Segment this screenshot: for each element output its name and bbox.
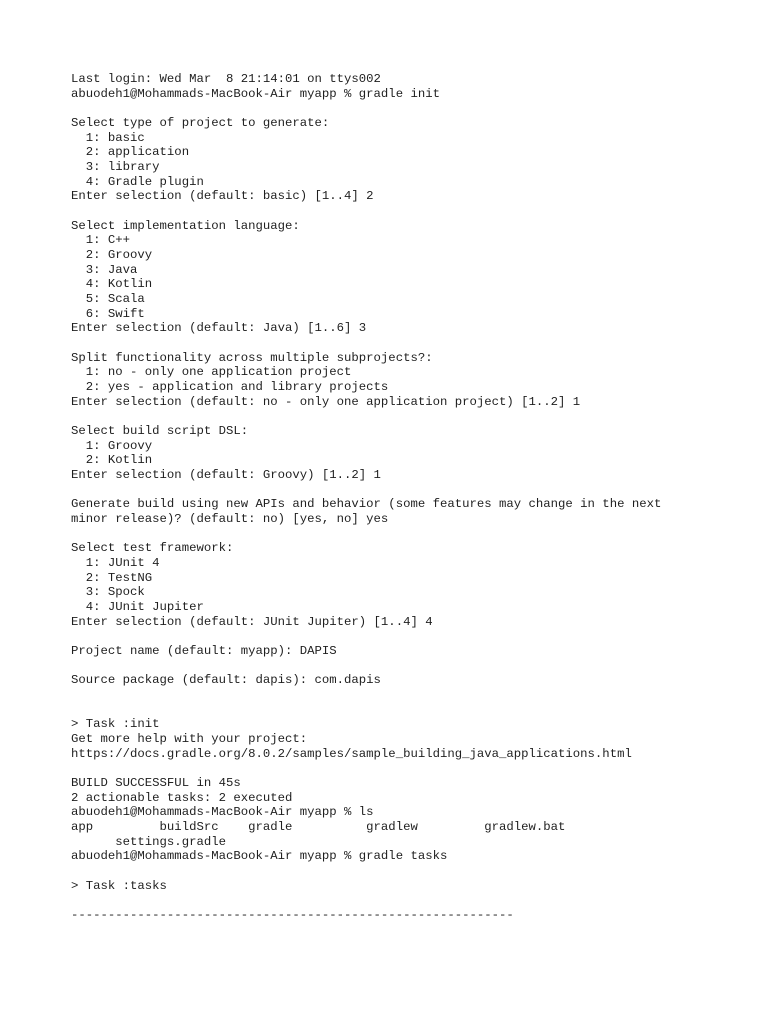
terminal-line: 4: JUnit Jupiter (71, 600, 204, 615)
terminal-line: Source package (default: dapis): com.dapis (71, 673, 381, 688)
terminal-line (71, 703, 721, 718)
terminal-line: 1: basic (71, 130, 145, 145)
terminal-line: Enter selection (default: basic) [1..4] 2 (71, 189, 374, 204)
terminal-line: Select build script DSL: (71, 424, 249, 439)
terminal-line: 3: Java (71, 262, 138, 277)
terminal-line: Split functionality across multiple subprojects?: (71, 350, 433, 365)
terminal-line: 5: Scala (71, 292, 145, 307)
terminal-line (71, 659, 721, 674)
terminal-line: Generate build using new APIs and behavior (some features may change in the next (71, 497, 662, 512)
terminal-line: > Task :init (71, 717, 160, 732)
terminal-line: 3: Spock (71, 585, 145, 600)
terminal-line (71, 864, 721, 879)
terminal-line: 6: Swift (71, 306, 145, 321)
terminal-output (71, 72, 721, 923)
terminal-line: Enter selection (default: Java) [1..6] 3 (71, 321, 367, 336)
terminal-line: Select test framework: (71, 541, 234, 556)
terminal-line: ------------------------------------------------------------ (71, 908, 514, 923)
terminal-line (71, 527, 721, 542)
terminal-line: settings.gradle (71, 834, 226, 849)
terminal-line: abuodeh1@Mohammads-MacBook-Air myapp % ls (71, 805, 374, 820)
terminal-line: 1: C++ (71, 233, 131, 248)
terminal-line: 1: Groovy (71, 438, 153, 453)
terminal-line: Get more help with your project: (71, 732, 308, 747)
terminal-line: 4: Gradle plugin (71, 174, 204, 189)
terminal-line: Select type of project to generate: (71, 116, 330, 130)
terminal-line: https://docs.gradle.org/8.0.2/samples/sample_building_java_applications.html (71, 746, 632, 761)
terminal-line: 2 actionable tasks: 2 executed (71, 790, 293, 805)
terminal-line: app buildSrc gradle gradlew gradlew.bat (71, 820, 566, 835)
terminal-line: > Task :tasks (71, 878, 167, 893)
terminal-line: minor release)? (default: no) [yes, no] yes (71, 512, 389, 527)
terminal-line (71, 761, 721, 776)
terminal-line: 4: Kotlin (71, 277, 153, 292)
terminal-line (71, 409, 721, 424)
terminal-line: abuodeh1@Mohammads-MacBook-Air myapp % gradle tasks (71, 849, 448, 864)
terminal-line: Enter selection (default: no - only one application project) [1..2] 1 (71, 394, 581, 409)
terminal-line: 1: JUnit 4 (71, 556, 160, 571)
terminal-line: Select implementation language: (71, 218, 300, 233)
terminal-line (71, 893, 721, 908)
terminal-line: 1: no - only one application project (71, 365, 352, 380)
terminal-line: 2: yes - application and library projects (71, 380, 389, 395)
terminal-line: Enter selection (default: JUnit Jupiter) [1..4] 4 (71, 614, 433, 629)
terminal-line: Project name (default: myapp): DAPIS (71, 644, 337, 659)
terminal-line: 2: TestNG (71, 570, 153, 585)
terminal-line (71, 101, 721, 116)
terminal-line (71, 688, 721, 703)
terminal-line: 3: library (71, 160, 160, 175)
terminal-line: 2: Kotlin (71, 453, 153, 468)
terminal-line (71, 204, 721, 219)
terminal-line: abuodeh1@Mohammads-MacBook-Air myapp % gradle init (71, 86, 440, 101)
terminal-line: Enter selection (default: Groovy) [1..2] 1 (71, 468, 381, 483)
terminal-line (71, 336, 721, 351)
terminal-line: Last login: Wed Mar 8 21:14:01 on ttys002 (71, 72, 381, 86)
terminal-line: 2: application (71, 145, 190, 160)
terminal-line (71, 483, 721, 498)
terminal-line: BUILD SUCCESSFUL in 45s (71, 776, 241, 791)
terminal-line: 2: Groovy (71, 248, 153, 263)
terminal-line (71, 629, 721, 644)
